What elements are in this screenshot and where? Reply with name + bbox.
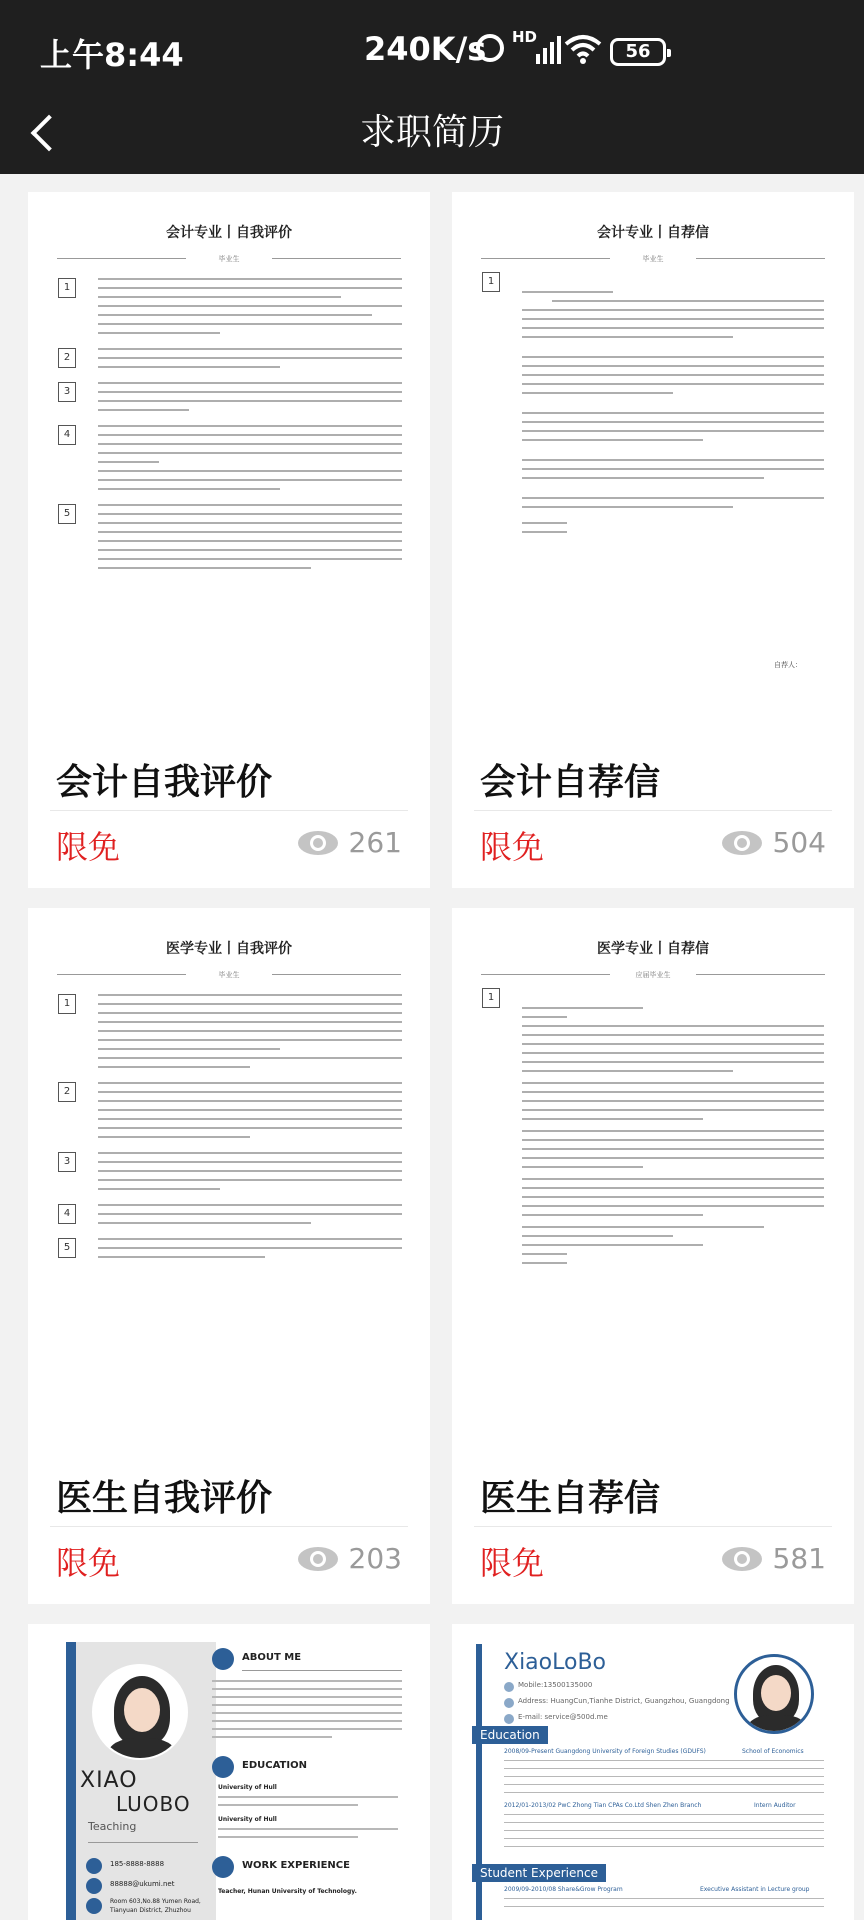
- card-title: 会计自荐信: [480, 762, 661, 803]
- view-count-value: 203: [348, 1542, 402, 1575]
- divider: [50, 1526, 408, 1527]
- person-icon: [212, 1648, 234, 1670]
- education-heading: EDUCATION: [242, 1760, 307, 1771]
- view-count-value: 261: [348, 826, 402, 859]
- view-count: [721, 826, 826, 859]
- signal-icon: [536, 34, 562, 64]
- doc-section: [50, 348, 408, 368]
- doc-section: [50, 1204, 408, 1224]
- template-card-resume-xiao-luobo[interactable]: [28, 1624, 430, 1920]
- resume-phone: 185-8888-8888: [110, 1860, 165, 1868]
- section-number: 2: [58, 1082, 76, 1102]
- view-count: [297, 1542, 402, 1575]
- resume-address-2: Tianyuan District, Zhuzhou: [110, 1907, 191, 1914]
- doc-subtitle: 应届毕业生: [474, 970, 832, 980]
- phone-icon: [504, 1682, 514, 1692]
- doc-title: 医学专业丨自我评价: [166, 941, 292, 957]
- resume-address: Address: HuangCun,Tianhe District, Guangzhou, Guangdong: [518, 1697, 730, 1705]
- doc-section: [50, 1238, 408, 1258]
- resume-name-first: XIAO: [80, 1768, 138, 1793]
- education-icon: [212, 1756, 234, 1778]
- doc-subtitle: 毕业生: [50, 970, 408, 980]
- resume-role: Teaching: [88, 1820, 137, 1833]
- battery-icon: 56: [610, 38, 666, 66]
- divider: [474, 1526, 832, 1527]
- status-bar: [0, 0, 864, 100]
- resume-preview: [452, 1624, 854, 1920]
- edu-item: 2012/01-2013/02 PwC Zhong Tian CPAs Co.Ltd Shen Zhen Branch: [504, 1802, 702, 1809]
- resume-email: E-mail: service@500d.me: [518, 1713, 608, 1721]
- letter-body: [474, 980, 832, 1264]
- section-number: 1: [482, 988, 500, 1008]
- resume-address: Room 603,No.88 Yumen Road,: [110, 1898, 201, 1905]
- alarm-icon: [476, 34, 504, 62]
- eye-icon: [721, 830, 763, 856]
- card-title: 医生自荐信: [480, 1478, 661, 1519]
- template-card-resume-xiaolobo[interactable]: [452, 1624, 854, 1920]
- template-card-accounting-self-evaluation[interactable]: [28, 192, 430, 888]
- doc-title: 医学专业丨自荐信: [597, 941, 709, 957]
- view-count-value: 504: [772, 826, 826, 859]
- view-count: [721, 1542, 826, 1575]
- title-bar: [0, 100, 864, 174]
- location-icon: [504, 1698, 514, 1708]
- about-heading: ABOUT ME: [242, 1652, 302, 1663]
- resume-name: XiaoLoBo: [504, 1650, 607, 1675]
- edu-item: University of Hull: [218, 1816, 277, 1823]
- view-count: [297, 826, 402, 859]
- avatar: [734, 1654, 814, 1734]
- section-number: 4: [58, 425, 76, 445]
- resume-accent-bar: [66, 1642, 76, 1920]
- eye-icon: [297, 830, 339, 856]
- edu-item: 2008/09-Present Guangdong University of Foreign Studies (GDUFS): [504, 1748, 706, 1755]
- resume-preview: [28, 1624, 430, 1920]
- section-number: 4: [58, 1204, 76, 1224]
- eye-icon: [297, 1546, 339, 1572]
- phone-icon: [86, 1858, 102, 1874]
- section-number: 5: [58, 504, 76, 524]
- top-bar: [0, 0, 864, 174]
- template-card-medical-cover-letter[interactable]: [452, 908, 854, 1604]
- section-number: 5: [58, 1238, 76, 1258]
- section-number: 1: [58, 994, 76, 1014]
- network-speed: 240K/s: [364, 30, 487, 68]
- section-number: 3: [58, 1152, 76, 1172]
- doc-title: 会计专业丨自我评价: [166, 225, 292, 241]
- email-icon: [504, 1714, 514, 1724]
- education-tag: Education: [472, 1726, 548, 1744]
- free-badge: 限免: [480, 828, 545, 866]
- letter-body: [474, 264, 832, 533]
- wifi-icon: [564, 34, 602, 64]
- work-item: Teacher, Hunan University of Technology.: [218, 1888, 357, 1895]
- doc-section: [50, 1152, 408, 1190]
- view-count-value: 581: [772, 1542, 826, 1575]
- card-title: 会计自我评价: [56, 762, 273, 803]
- free-badge: 限免: [56, 1544, 121, 1582]
- free-badge: 限免: [56, 828, 121, 866]
- free-badge: 限免: [480, 1544, 545, 1582]
- status-time: 上午8:44: [40, 36, 184, 74]
- briefcase-icon: [212, 1856, 234, 1878]
- doc-section: [50, 278, 408, 334]
- section-number: 1: [58, 278, 76, 298]
- section-number: 3: [58, 382, 76, 402]
- doc-section: [50, 425, 408, 490]
- document-preview: [474, 938, 832, 1528]
- edu-item-right: School of Economics: [742, 1748, 804, 1755]
- eye-icon: [721, 1546, 763, 1572]
- doc-section: [50, 504, 408, 569]
- document-preview: [50, 938, 408, 1528]
- section-number: 2: [58, 348, 76, 368]
- avatar: [92, 1664, 188, 1760]
- document-preview: [474, 222, 832, 812]
- exp-item: 2009/09-2010/08 Share&Grow Program: [504, 1886, 623, 1893]
- divider: [474, 810, 832, 811]
- edu-item: University of Hull: [218, 1784, 277, 1791]
- doc-subtitle: 毕业生: [474, 254, 832, 264]
- doc-section: [50, 994, 408, 1068]
- doc-title: 会计专业丨自荐信: [597, 225, 709, 241]
- resume-mobile: Mobile:13500135000: [518, 1681, 593, 1689]
- resume-email: 88888@ukumi.net: [110, 1880, 175, 1888]
- doc-subtitle: 毕业生: [50, 254, 408, 264]
- template-card-medical-self-evaluation[interactable]: [28, 908, 430, 1604]
- divider: [50, 810, 408, 811]
- hd-icon: HD: [512, 28, 538, 46]
- edu-item-right: Intern Auditor: [754, 1802, 796, 1809]
- student-experience-tag: Student Experience: [472, 1864, 606, 1882]
- work-heading: WORK EXPERIENCE: [242, 1860, 350, 1871]
- signer-label: 自荐人：: [774, 661, 802, 669]
- card-title: 医生自我评价: [56, 1478, 273, 1519]
- resume-name-last: LUOBO: [116, 1792, 191, 1816]
- doc-section: [50, 1082, 408, 1138]
- page-title: 求职简历: [359, 112, 504, 153]
- email-icon: [86, 1878, 102, 1894]
- section-number: 1: [482, 272, 500, 292]
- exp-item-right: Executive Assistant in Lecture group: [700, 1886, 810, 1893]
- doc-section: [50, 382, 408, 411]
- location-icon: [86, 1898, 102, 1914]
- template-card-accounting-cover-letter[interactable]: [452, 192, 854, 888]
- document-preview: [50, 222, 408, 812]
